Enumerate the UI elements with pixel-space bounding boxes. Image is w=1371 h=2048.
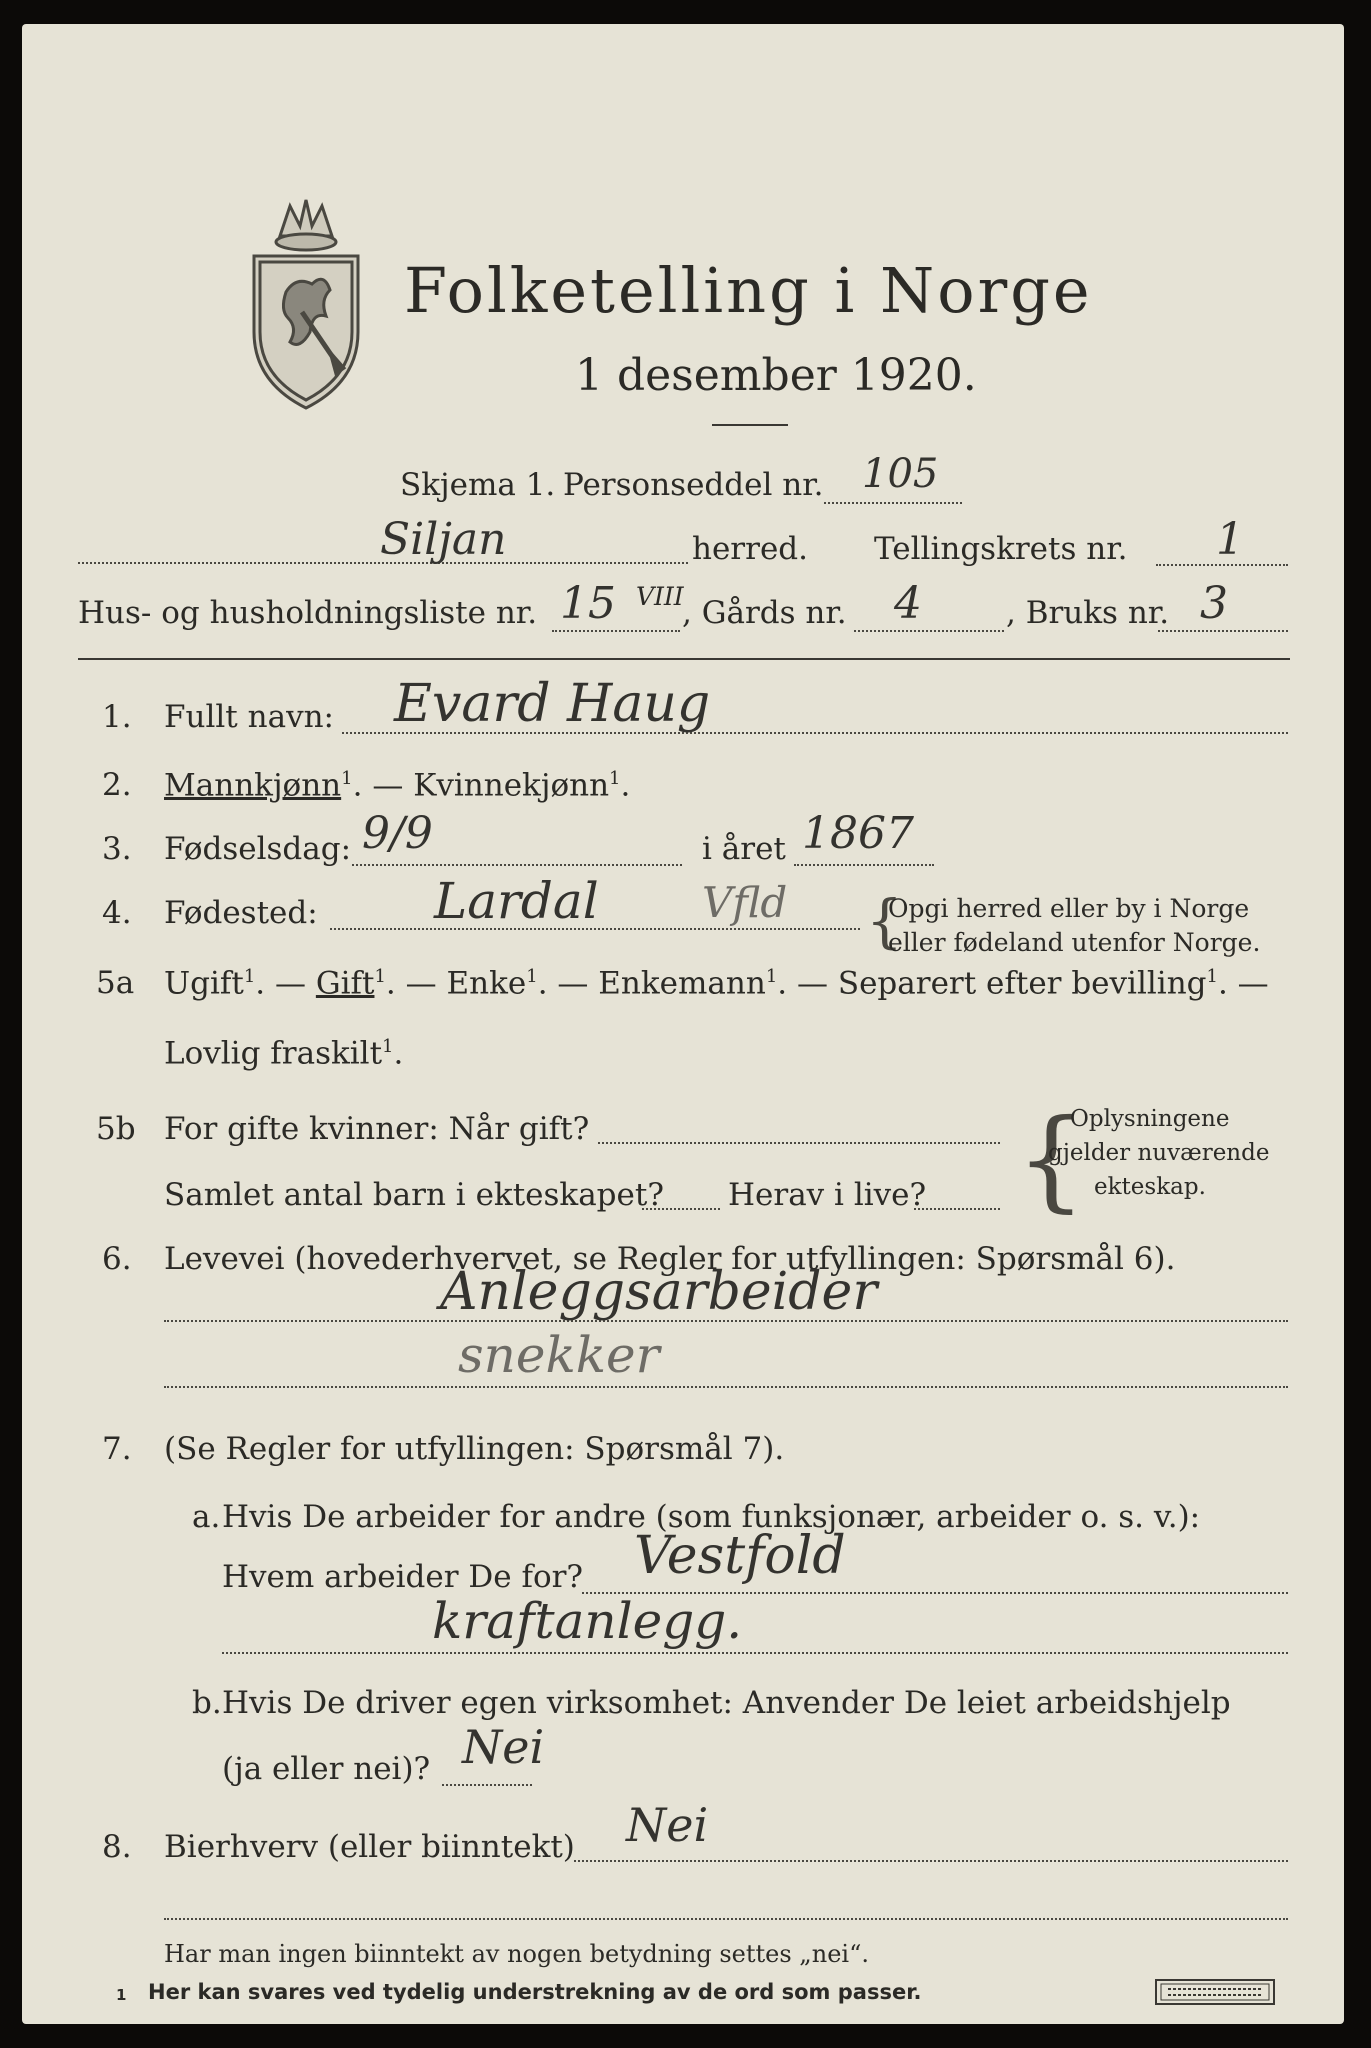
q5b-note-line3: ekteskap. [1094, 1174, 1206, 1200]
herred-value: Siljan [380, 514, 507, 565]
q2-number: 2. [102, 767, 132, 803]
q5b-married-label: For gifte kvinner: Når gift? [164, 1111, 590, 1147]
form-title: Folketelling i Norge [404, 254, 1093, 327]
tellingskrets-value: 1 [1216, 514, 1244, 565]
q1-number: 1. [102, 699, 132, 735]
q6-line2 [164, 1386, 1288, 1388]
q7b-text: Hvis De driver egen virksomhet: Anvender De leiet arbeidshjelp [222, 1685, 1231, 1721]
husliste-superscript: VIII [636, 582, 684, 611]
q7-number: 7. [102, 1431, 132, 1467]
husliste-label: Hus- og husholdningsliste nr. [78, 595, 538, 631]
q5a-sup-6: 1 [382, 1036, 394, 1057]
census-form [22, 24, 1344, 2024]
q2-male-label: Mannkjønn [164, 767, 342, 804]
nei-note: Har man ingen biinntekt av nogen betydning settes „nei“. [164, 1940, 869, 1968]
header-divider [78, 658, 1290, 660]
q4-note-brace: { [866, 887, 903, 955]
q5a-sup-1: 1 [243, 966, 256, 987]
q5b-note-line2: gjelder nuværende [1048, 1140, 1270, 1166]
q3-number: 3. [102, 831, 132, 867]
personseddel-line [824, 502, 962, 504]
q4-number: 4. [102, 895, 132, 931]
q3-label: Fødselsdag: [164, 831, 352, 867]
q7a-value2: kraftanlegg. [432, 1592, 743, 1650]
q1-label: Fullt navn: [164, 699, 334, 735]
q7a-text: Hvis De arbeider for andre (som funksjonær, arbeider o. s. v.): [222, 1499, 1201, 1535]
printer-stamp-icon [1154, 1978, 1276, 2006]
q4-note-line1: Opgi herred eller by i Norge [888, 894, 1250, 923]
husliste-value: 15 [560, 578, 616, 629]
q8-number: 8. [102, 1829, 132, 1865]
q3-year-value: 1867 [802, 808, 914, 859]
q8-line2 [164, 1918, 1288, 1920]
q2-male [164, 767, 631, 804]
q5b-children-line [642, 1208, 720, 1210]
q8-line1 [574, 1860, 1288, 1862]
q7a-letter: a. [192, 1499, 221, 1535]
gards-line [854, 630, 1004, 632]
skjema-label: Skjema 1. [400, 467, 556, 503]
q7-label: (Se Regler for utfyllingen: Spørsmål 7). [164, 1431, 785, 1467]
q5a-sup-3: 1 [526, 966, 538, 987]
q5a-gift: Gift [315, 965, 375, 1002]
q2-male-sup: 1 [341, 768, 353, 789]
q3-line [352, 864, 682, 866]
q6-pencil-note: snekker [458, 1326, 660, 1384]
personseddel-value: 105 [862, 451, 939, 497]
q5a-fraskilt: Lovlig fraskilt [164, 1035, 383, 1072]
q7a-question: Hvem arbeider De for? [222, 1559, 584, 1595]
q5a-ugift: Ugift [164, 965, 244, 1002]
form-date: 1 desember 1920. [575, 350, 977, 401]
q5a-sup-5: 1 [1206, 966, 1218, 987]
q1-value: Evard Haug [394, 674, 711, 734]
title-divider [712, 424, 788, 426]
q8-label: Bierhverv (eller biinntekt) [164, 1829, 575, 1865]
q5a-separert: Separert efter bevilling [837, 965, 1207, 1002]
q5a-sep-3: . — [537, 965, 589, 1002]
q2-dash: . — [352, 767, 404, 804]
q5a-sup-4: 1 [765, 966, 778, 987]
q5b-number: 5b [96, 1111, 136, 1147]
q5a-sep-5: . — [1217, 965, 1269, 1002]
bruks-value: 3 [1200, 578, 1228, 629]
q5a-enke: Enke [446, 965, 527, 1002]
q5a-sep-4: . — [777, 965, 828, 1002]
q5b-note-line1: Oplysningene [1070, 1106, 1230, 1132]
q5a-options-line1 [164, 965, 1269, 1002]
tellingskrets-label: Tellingskrets nr. [874, 531, 1128, 567]
q4-value: Lardal [434, 872, 599, 930]
herred-label: herred. [692, 531, 808, 567]
q3-year-line [794, 864, 934, 866]
q4-label: Fødested: [164, 895, 318, 931]
q7a-line2 [222, 1652, 1288, 1654]
q5b-children-label: Samlet antal barn i ekteskapet? [164, 1177, 664, 1213]
q7b-letter: b. [192, 1685, 222, 1721]
q2-female-sup: 1 [609, 768, 621, 789]
footnote-mark: 1 [116, 1986, 127, 2004]
q5a-sep-2: . — [385, 965, 437, 1002]
gards-value: 4 [894, 578, 922, 629]
q7b-question: (ja eller nei)? [222, 1751, 431, 1787]
q7b-line [442, 1784, 532, 1786]
q5b-married-line [598, 1142, 1000, 1144]
q6-value: Anleggsarbeider [440, 1262, 878, 1322]
q5a-options-line2 [164, 1035, 404, 1072]
footnote-text: Her kan svares ved tydelig understrekning av de ord som passer. [148, 1980, 922, 2004]
q6-label: Levevei (hovederhvervet, se Regler for utfyllingen: Spørsmål 6). [164, 1241, 1176, 1277]
q4-note-line2: eller fødeland utenfor Norge. [888, 928, 1261, 957]
q8-value: Nei [626, 1798, 709, 1852]
q5b-note-brace: { [1016, 1095, 1086, 1223]
husliste-line [552, 630, 680, 632]
gards-label: , Gårds nr. [682, 595, 847, 631]
q5b-alive-line [914, 1208, 1000, 1210]
q3-value: 9/9 [362, 808, 433, 859]
q5a-sup-2: 1 [374, 966, 386, 987]
q5a-sep-1: . — [255, 965, 306, 1002]
q4-pencil-note: Vfld [702, 878, 788, 927]
personseddel-label: Personseddel nr. [563, 467, 824, 503]
q2-female-end: . [620, 767, 631, 804]
q5a-end: . [393, 1035, 404, 1072]
coat-of-arms-icon [240, 192, 372, 414]
q6-number: 6. [102, 1241, 132, 1277]
q5a-number: 5a [96, 965, 135, 1001]
q7b-value: Nei [462, 1720, 545, 1774]
q5b-alive-label: Herav i live? [728, 1177, 927, 1213]
q5a-enkemann: Enkemann [598, 965, 766, 1002]
bruks-label: , Bruks nr. [1006, 595, 1170, 631]
q2-female-label: Kvinnekjønn [413, 767, 610, 804]
bruks-line [1158, 630, 1288, 632]
q7a-value1: Vestfold [634, 1526, 846, 1586]
q3-year-label: i året [702, 831, 786, 867]
